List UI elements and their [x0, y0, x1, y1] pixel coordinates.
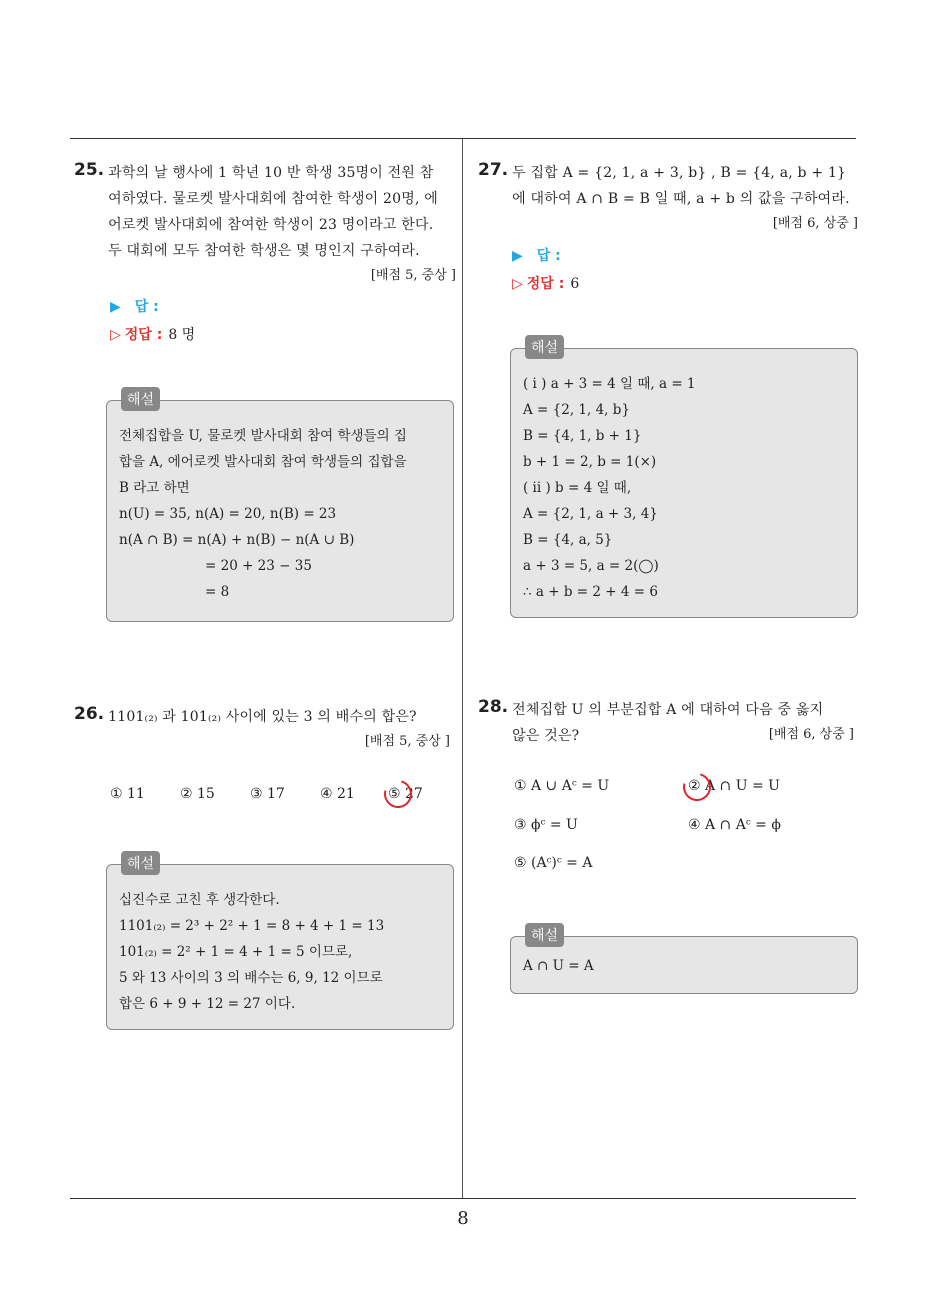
score-label: [배점 5, 중상 ] — [370, 268, 456, 283]
score-label: [배점 5, 중상 ] — [364, 734, 450, 749]
choice-3[interactable]: ③ ϕᶜ = U — [514, 817, 578, 833]
play-triangle-icon: ▶ — [512, 248, 523, 264]
question-number: 28. — [478, 697, 509, 717]
solution-box-26: 해설 십진수로 고친 후 생각한다. 1101₍₂₎ = 2³ + 2² + 1 = 8 + 4 + 1 = 13 101₍₂₎ = 2² + 1 = 4 + 1 = 5 이므로, 5 와 13 사이의 3 의 배수는 6, 9, 12 이므로 합은 6 + 9 + 12 = 27 이다. — [106, 864, 454, 1030]
solution-tag: 해설 — [525, 923, 564, 947]
question-text: 두 집합 A = {2, 1, a + 3, b} , B = {4, a, b + 1} 에 대하여 A ∩ B = B 일 때, a + b 의 값을 구하여라. — [512, 165, 850, 207]
choice-4[interactable]: ④ A ∩ Aᶜ = ϕ — [688, 817, 781, 833]
choice-4[interactable]: ④ 21 — [320, 786, 355, 802]
choice-1[interactable]: ① A ∪ Aᶜ = U — [514, 778, 610, 794]
top-rule — [70, 138, 856, 139]
question-27 — [478, 160, 858, 236]
question-25 — [74, 160, 456, 288]
choice-2[interactable]: ② A ∩ U = U — [688, 778, 780, 794]
question-number: 27. — [478, 160, 509, 180]
choice-1[interactable]: ① 11 — [110, 786, 145, 802]
choice-5[interactable]: ⑤ (Aᶜ)ᶜ = A — [514, 855, 593, 871]
outline-triangle-icon: ▷ — [512, 276, 523, 292]
red-circle-mark-icon — [379, 775, 417, 813]
choice-3[interactable]: ③ 17 — [250, 786, 285, 802]
correct-value: 8 명 — [168, 327, 196, 343]
bottom-rule — [70, 1198, 856, 1199]
answer-label: 답 : — [536, 248, 561, 264]
solution-box-25: 해설 전체집합을 U, 물로켓 발사대회 참여 학생들의 집 합을 A, 에어로켓 발사대회 참여 학생들의 집합을 B 라고 하면 n(U) = 35, n(A) = 20, n(B) = 23 n(A ∩ B) = n(A) + n(B) − n(A ∪ B) = 20 + 23 − 35 = 8 — [106, 400, 454, 622]
page-number: 8 — [457, 1208, 469, 1229]
question-text: 전체집합 U 의 부분집합 A 에 대하여 다음 중 옳지 않은 것은? — [512, 702, 824, 744]
solution-box-28: 해설 A ∩ U = A — [510, 936, 858, 994]
play-triangle-icon: ▶ — [110, 299, 121, 315]
answer-block-25 — [110, 293, 195, 349]
correct-label: 정답 : — [124, 327, 163, 343]
choice-2[interactable]: ② 15 — [180, 786, 215, 802]
choice-5[interactable]: ⑤ 27 — [388, 786, 423, 802]
question-28 — [478, 697, 854, 749]
red-circle-mark-icon — [678, 768, 716, 806]
solution-tag: 해설 — [121, 851, 160, 875]
correct-label: 정답 : — [526, 276, 565, 292]
question-text: 1101₍₂₎ 과 101₍₂₎ 사이에 있는 3 의 배수의 합은? — [108, 709, 417, 725]
score-label: [배점 6, 상중 ] — [768, 727, 854, 742]
answer-label: 답 : — [134, 299, 159, 315]
solution-tag: 해설 — [121, 387, 160, 411]
correct-value: 6 — [570, 276, 580, 292]
outline-triangle-icon: ▷ — [110, 327, 121, 343]
question-26 — [74, 704, 450, 754]
column-divider — [462, 139, 463, 1198]
score-label: [배점 6, 상중 ] — [772, 216, 858, 231]
solution-box-27: 해설 ( i ) a + 3 = 4 일 때, a = 1 A = {2, 1, 4, b} B = {4, 1, b + 1} b + 1 = 2, b = 1(×) ( ii ) b = 4 일 때, A = {2, 1, a + 3, 4} B = {4, a, 5} a + 3 = 5, a = 2(◯) ∴ a + b = 2 + 4 = 6 — [510, 348, 858, 618]
question-text: 과학의 날 행사에 1 학년 10 반 학생 35명이 전원 참 여하였다. 물로켓 발사대회에 참여한 학생이 20명, 에 어로켓 발사대회에 참여한 학생이 23 명이라고 한다. 두 대회에 모두 참여한 학생은 몇 명인지 구하여라. — [108, 165, 439, 259]
question-number: 25. — [74, 160, 105, 180]
question-number: 26. — [74, 704, 105, 724]
answer-block-27 — [512, 242, 579, 298]
solution-tag: 해설 — [525, 335, 564, 359]
